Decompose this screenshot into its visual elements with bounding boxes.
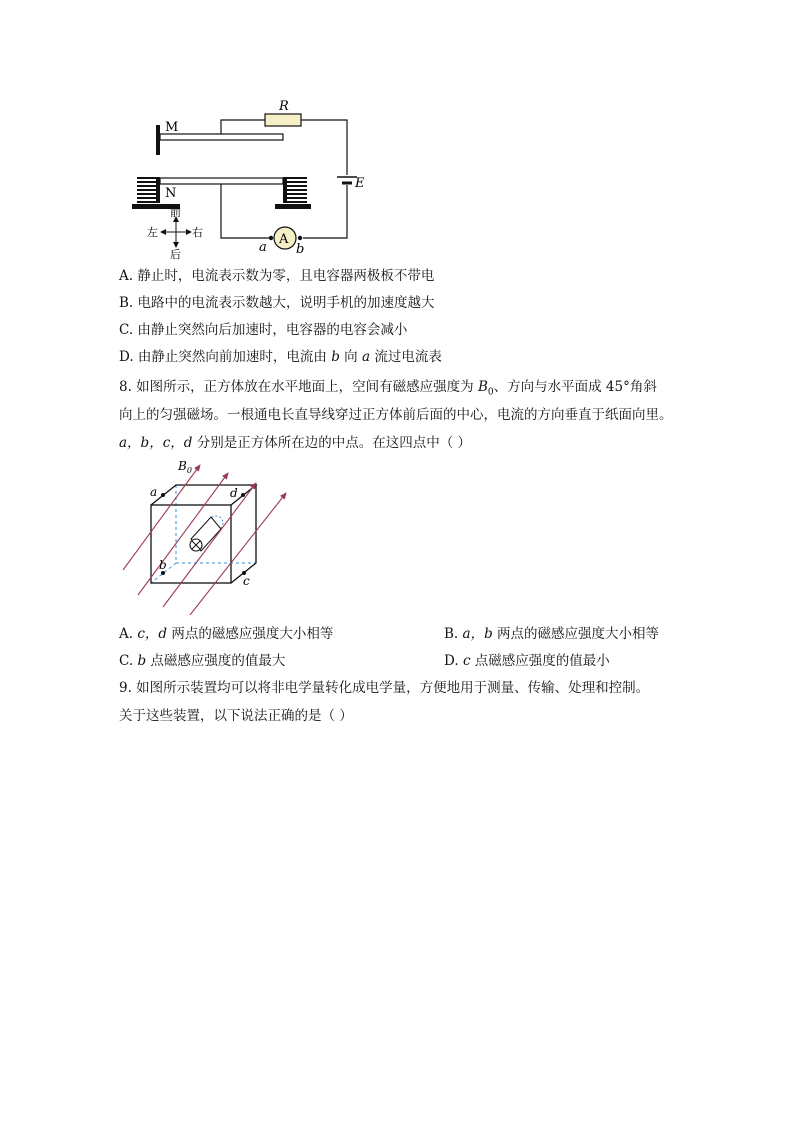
label-a: a [259,240,267,255]
plate-m [160,134,283,140]
wire-m-r [221,120,265,134]
plate-m-wall [156,125,160,155]
q8-option-a: A. c，d 两点的磁感应强度大小相等 [119,626,334,642]
q9-stem-line1: 9. 如图所示装置均可以将非电学量转化成电学量，方便地用于测量、传输、处理和控制。 [119,680,650,696]
label-e: E [355,176,365,191]
terminal-a [269,236,273,240]
q7-option-a: A. 静止时，电流表示数为零，且电容器两极板不带电 [119,268,435,284]
label-point-c: c [243,574,250,588]
q9-stem-line2: 关于这些装置，以下说法正确的是（ ） [119,708,353,724]
label-ammeter: A [279,232,289,247]
direction-arrows-icon [160,216,192,248]
capacitor-circuit-figure [125,95,365,265]
label-n: N [165,186,177,201]
terminal-b [298,236,302,240]
q8-stem-line2: 向上的匀强磁场。一根通电长直导线穿过正方体前后面的中心，电流的方向垂直于纸面向里。 [119,407,673,423]
point-d [241,493,245,497]
dir-back: 后 [170,248,181,261]
q7-option-b: B. 电路中的电流表示数越大，说明手机的加速度越大 [119,295,435,311]
wire-n-meter [221,184,271,238]
label-point-b: b [159,558,167,572]
label-point-a: a [150,485,158,499]
q7-option-d: D. 由静止突然向前加速时，电流由 b 向 a 流过电流表 [119,349,442,365]
cube-magnetic-field-figure [118,455,298,615]
wire-r-e [301,120,347,175]
label-r: R [279,99,289,114]
label-point-d: d [230,486,238,500]
cube-top-face [151,485,256,505]
label-m: M [165,120,179,135]
point-a [161,493,165,497]
label-b: b [296,242,305,257]
plate-n [160,178,283,184]
q8-option-b: B. a，b 两点的磁感应强度大小相等 [444,626,660,642]
q8-option-d: D. c 点磁感应强度的值最小 [444,653,610,669]
dir-left: 左 [147,226,158,239]
wire-e-meter [303,185,347,238]
q7-option-c: C. 由静止突然向后加速时，电容器的电容会减小 [119,322,408,338]
dir-front: 前 [170,206,181,219]
label-b0: $B_0$ [178,459,192,475]
q8-stem-line3: a，b，c，d 分别是正方体所在边的中点。在这四点中（ ） [119,435,471,451]
resistor-r [265,114,301,126]
q8-option-c: C. b 点磁感应强度的值最大 [119,653,286,669]
dir-right: 右 [192,226,203,239]
q8-stem-line1: 8. 如图所示，正方体放在水平地面上，空间有磁感应强度为 $B_0$、方向与水平面成 45°角斜 [119,379,657,398]
